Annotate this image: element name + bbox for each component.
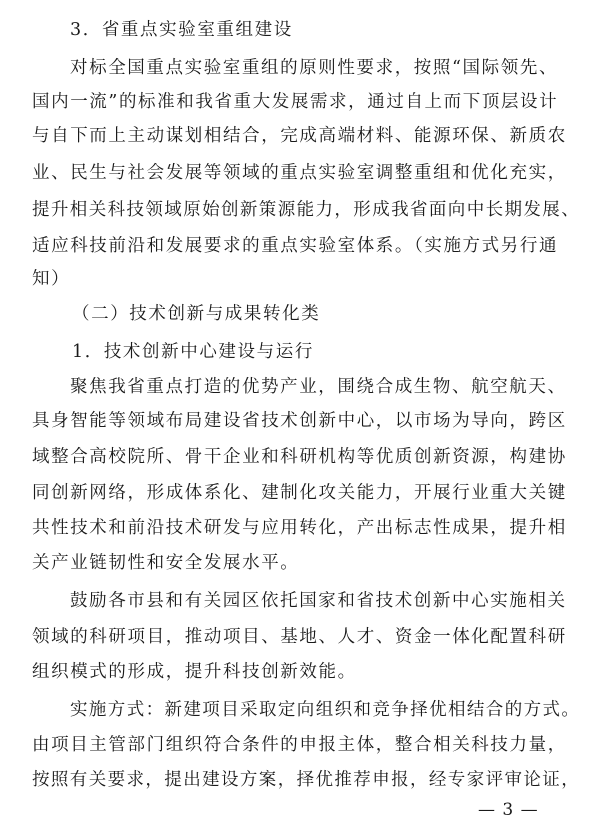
paragraph-line: 共性技术和前沿技术研发与应用转化，产出标志性成果，提升相 xyxy=(32,518,567,538)
paragraph-line: 对标全国重点实验室重组的原则性要求，按照“国际领先、 xyxy=(70,58,559,78)
paragraph-line: 聚焦我省重点打造的优势产业，围绕合成生物、航空航天、 xyxy=(70,377,567,397)
paragraph-line: 域整合高校院所、骨干企业和科研机构等优质创新资源，构建协 xyxy=(32,447,567,467)
paragraph-line: 与自下而上主动谋划相结合，完成高端材料、能源环保、新质农 xyxy=(32,126,567,146)
paragraph-line: 组织模式的形成，提升科技创新效能。 xyxy=(32,662,357,682)
paragraph-line: 业、民生与社会发展等领域的重点实验室调整重组和优化充实， xyxy=(32,163,567,183)
paragraph-line: 鼓励各市县和有关园区依托国家和省技术创新中心实施相关 xyxy=(70,591,567,611)
page-number: — 3 — xyxy=(478,800,539,820)
paragraph-line: 关产业链韧性和安全发展水平。 xyxy=(32,553,300,573)
section-heading-tech-innovation: （二）技术创新与成果转化类 xyxy=(72,304,321,324)
paragraph-line: 国内一流”的标准和我省重大发展需求，通过自上而下顶层设计 xyxy=(32,92,559,112)
paragraph-line: 知） xyxy=(32,269,71,289)
paragraph-line: 提升相关科技领域原始创新策源能力，形成我省面向中长期发展、 xyxy=(32,200,581,220)
paragraph-line: 适应科技前沿和发展要求的重点实验室体系。（实施方式另行通 xyxy=(32,236,559,256)
paragraph-line: 同创新网络，形成体系化、建制化攻关能力，开展行业重大关键 xyxy=(32,483,567,503)
paragraph-line: 按照有关要求，提出建设方案，择优推荐申报，经专家评审论证， xyxy=(32,770,581,790)
paragraph-line: 实施方式：新建项目采取定向组织和竞争择优相结合的方式。 xyxy=(70,700,581,720)
paragraph-line: 具身智能等领域布局建设省技术创新中心，以市场为导向，跨区 xyxy=(32,411,567,431)
paragraph-line: 领域的科研项目，推动项目、基地、人才、资金一体化配置科研 xyxy=(32,627,567,647)
paragraph-line: 由项目主管部门组织符合条件的申报主体，整合相关科技力量， xyxy=(32,735,567,755)
section-heading-key-lab-restructuring: 3．省重点实验室重组建设 xyxy=(70,20,293,40)
subsection-heading-innovation-center: 1．技术创新中心建设与运行 xyxy=(72,342,314,362)
